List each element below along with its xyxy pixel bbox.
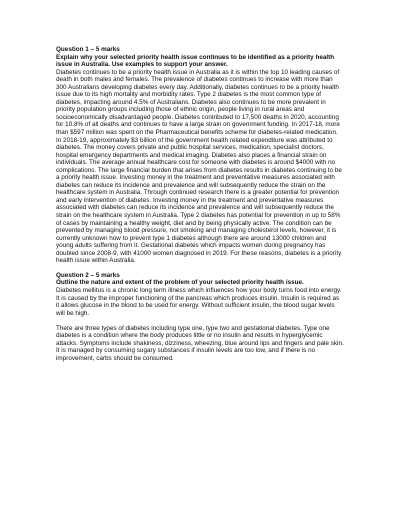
question-2 [56, 272, 344, 363]
question-1-prompt: Explain why your selected priority health issue continues to be identified as a priority health issue in Australia. Use examples to support your answer. [56, 53, 335, 69]
question-2-prompt: Outline the nature and extent of the problem of your selected priority health issue. [56, 279, 304, 287]
question-1 [56, 46, 344, 265]
question-2-answer-paragraph-1: Diabetes mellitus is a chronic long term illness which influences how your body turns food into energy. It is caused by the improper functioning of the pancreas which produces insulin. Insulin is required as it allows glucose in the blood to be used for energy. Without sufficient insulin, the blood sugar levels will be high. [56, 286, 342, 317]
question-2-answer-paragraph-2: There are three types of diabetes including type one, type two and gestational diabetes. Type one diabetes is a condition where the body produces little or no insulin and results in hyperglycemic attacks. Symptoms include shakiness, dizziness, wheezing, blue around lips and fingers and pale skin. It is managed by consuming sugary substances if insulin levels are too low, and if there is no improvement, carbs should be consumed. [56, 324, 344, 362]
question-1-answer-paragraph: Diabetes continues to be a priority health issue in Australia as it is within the top 10 leading causes of death in both males and females. The prevalence of diabetes continues to increase with more than 300 Australians developing diabetes every day. Additionally, diabetes continues to be a priority health issue due to its high mortality and morbidity rates. Type 2 diabetes is the most common type of diabetes, impacting around 4.5% of Australians. Diabetes also continues to be more prevalent in priority population groups including those of ethnic origin, people living in rural areas and socioeconomically disadvantaged people. Diabetes contributed to 17,500 deaths in 2020, accounting for 10.8% of all deaths and continues to have a large strain on government funding. In 2017-18, more than $597 million was spent on the Pharmaceutical benefits scheme for diabetes-related medication. In 2018-19, approximately $3 billion of the government health related expenditure was attributed to diabetes. The money covers private and public hospital services, medication, specialist doctors, hospital emergency departments and medical imaging. Diabetes also places a financial strain on individuals. The average annual healthcare cost for someone with diabetes is around $4000 with no complications. The large financial burden that arises from diabetes results in diabetes continuing to be a priority health issue. Investing money in the treatment and preventative measures associated with diabetes can reduce its incidence and prevalence and will subsequently reduce the strain on the healthcare system in Australia. Through continued research there is a greater potential for prevention and early intervention of diabetes. Investing money in the treatment and preventative measures associated with diabetes can reduce its incidence and prevalence and will subsequently reduce the strain on the healthcare system in Australia. Type 2 diabetes has potential for prevention in up to 58% of cases by maintaining a healthy weight, diet and by being physically active. The condition can be prevented by managing blood pressure, not smoking and managing cholesterol levels, however, it is currently unknown how to prevent type 1 diabetes although there are around 13000 children and young adults suffering from it. Gestational diabetes which impacts women during pregnancy has doubled since 2008-9, with 41000 women diagnosed in 2019. For these reasons, diabetes is a priority health issue within Australia. [56, 68, 342, 265]
question-1-title: Question 1 – 5 marks [56, 46, 120, 53]
question-2-title: Question 2 – 5 marks [56, 271, 120, 279]
